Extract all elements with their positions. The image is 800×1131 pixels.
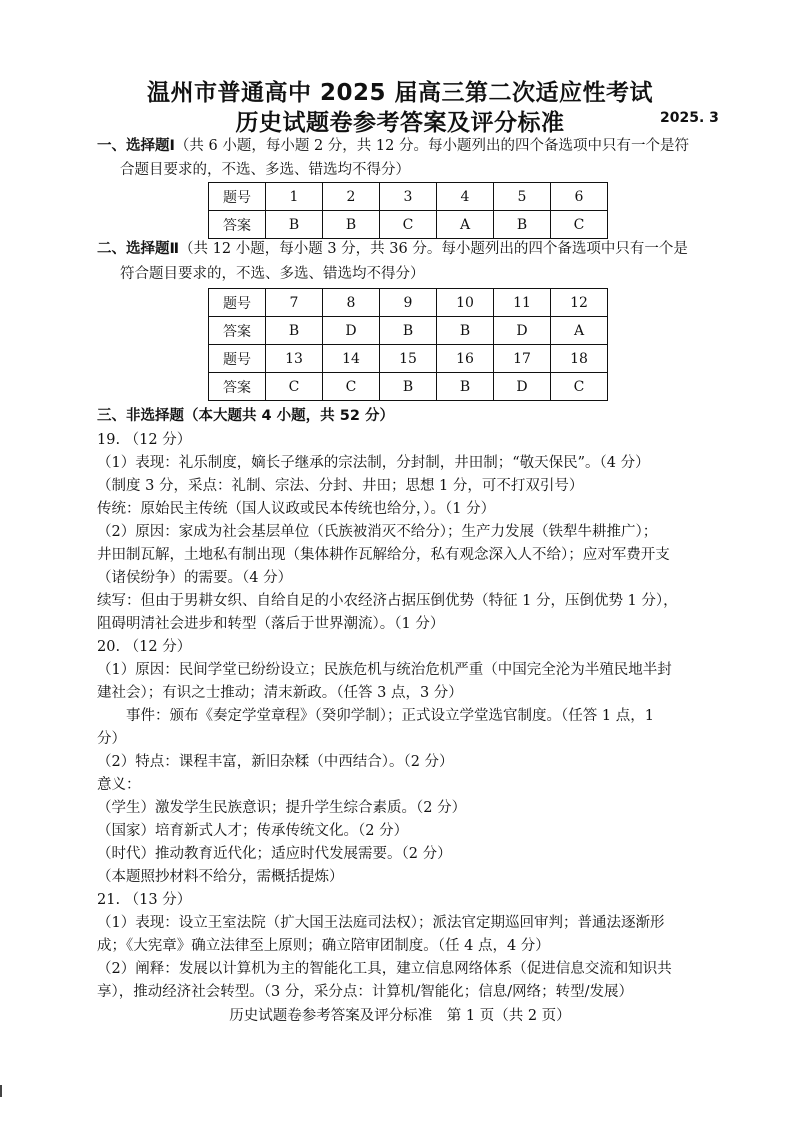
question-number: 13 (266, 345, 323, 373)
section2-heading: 二、选择题Ⅱ (97, 241, 180, 257)
answer-cell: D (494, 317, 551, 345)
body-line: 续写：但由于男耕女织、自给自足的小农经济占据压倒优势（特征 1 分，压倒优势 1 分）， (97, 593, 678, 609)
question-number: 14 (323, 345, 380, 373)
question-number: 4 (437, 183, 494, 211)
section3-line (97, 405, 394, 427)
body-line: 19. （12 分） (97, 432, 192, 448)
row-label: 答案 (209, 317, 266, 345)
body-line: （时代）推动教育近代化；适应时代发展需要。（2 分） (97, 846, 452, 862)
answer-cell: C (551, 211, 608, 239)
table-row (209, 317, 608, 345)
answer-cell: B (323, 211, 380, 239)
section1-desc2: 合题目要求的，不选、多选、错选均不得分） (120, 162, 410, 178)
body-line: 享），推动经济社会转型。（3 分，采分点：计算机/智能化；信息/网络；转型/发展） (97, 984, 633, 1000)
body-line: （学生）激发学生民族意识；提升学生综合素质。（2 分） (97, 800, 467, 816)
section1-heading: 一、选择题Ⅰ (97, 138, 175, 154)
question-number: 7 (266, 289, 323, 317)
answer-cell: D (494, 373, 551, 401)
body-line: 阻碍明清社会进步和转型（落后于世界潮流）。（1 分） (97, 616, 445, 632)
section3-desc: （本大题共 4 小题，共 52 分） (184, 408, 394, 424)
question-number: 1 (266, 183, 323, 211)
body-line: 事件：颁布《奏定学堂章程》（癸卯学制）；正式设立学堂选官制度。（任答 1 点，1 (97, 708, 654, 724)
body-line: （诸侯纷争）的需要。（4 分） (97, 570, 293, 586)
row-label: 答案 (209, 211, 266, 239)
body-line: （本题照抄材料不给分，需概括提炼） (97, 869, 344, 885)
row-label: 答案 (209, 373, 266, 401)
question-number: 10 (437, 289, 494, 317)
question-number: 3 (380, 183, 437, 211)
section1-desc1: （共 6 小题，每小题 2 分，共 12 分。每小题列出的四个备选项中只有一个是符 (174, 138, 689, 154)
answer-cell: B (266, 317, 323, 345)
section2-desc1: （共 12 小题，每小题 3 分，共 36 分。每小题列出的四个备选项中只有一个是 (179, 241, 688, 257)
question-number: 18 (551, 345, 608, 373)
body-line: （2）阐释：发展以计算机为主的智能化工具，建立信息网络体系（促进信息交流和知识共 (97, 961, 672, 977)
table-row (209, 211, 608, 239)
answer-cell: C (323, 373, 380, 401)
question-number: 12 (551, 289, 608, 317)
body-line: 20. （12 分） (97, 639, 192, 655)
question-number: 11 (494, 289, 551, 317)
body-line: （2）特点：课程丰富，新旧杂糅（中西结合）。（2 分） (97, 754, 454, 770)
body-line: （1）原因：民间学堂已纷纷设立；民族危机与统治危机严重（中国完全沦为半殖民地半封 (97, 662, 672, 678)
table-row (209, 345, 608, 373)
row-label: 题号 (209, 345, 266, 373)
answer-cell: A (437, 211, 494, 239)
question-number: 5 (494, 183, 551, 211)
row-label: 题号 (209, 289, 266, 317)
section3-heading: 三、非选择题 (97, 408, 184, 424)
answer-cell: C (551, 373, 608, 401)
body-line: （1）表现：礼乐制度，嫡长子继承的宗法制，分封制，井田制；“敬天保民”。（4 分） (97, 455, 650, 471)
body-line: （制度 3 分，采点：礼制、宗法、分封、井田；思想 1 分，可不打双引号） (97, 478, 584, 494)
answer-cell: B (380, 317, 437, 345)
answer-cell: C (266, 373, 323, 401)
question-number: 16 (437, 345, 494, 373)
answer-cell: B (266, 211, 323, 239)
question-number: 17 (494, 345, 551, 373)
section1-answer-table (208, 182, 608, 239)
body-line: 井田制瓦解，土地私有制出现（集体耕作瓦解给分，私有观念深入人不给）；应对军费开支 (97, 547, 670, 563)
doc-subtitle: 历史试题卷参考答案及评分标准 (235, 110, 565, 136)
section1-line1 (97, 135, 689, 157)
answer-cell: B (494, 211, 551, 239)
answer-cell: B (437, 317, 494, 345)
doc-title: 温州市普通高中 2025 届高三第二次适应性考试 (146, 80, 654, 106)
answer-cell: B (380, 373, 437, 401)
section2-line1 (97, 238, 688, 260)
answer-cell: B (437, 373, 494, 401)
body-line: 21. （13 分） (97, 892, 192, 908)
body-line: （国家）培育新式人才；传承传统文化。（2 分） (97, 823, 409, 839)
page-footer: 历史试题卷参考答案及评分标准 第 1 页（共 2 页） (229, 1008, 571, 1024)
table-row (209, 373, 608, 401)
question-number: 2 (323, 183, 380, 211)
table-row (209, 289, 608, 317)
row-label: 题号 (209, 183, 266, 211)
table-row (209, 183, 608, 211)
body-line: 成；《大宪章》确立法律至上原则；确立陪审团制度。（任 4 点，4 分） (97, 938, 550, 954)
answer-cell: A (551, 317, 608, 345)
body-line: 建社会）；有识之士推动；清末新政。（任答 3 点，3 分） (97, 685, 463, 701)
scan-edge-mark (0, 1085, 2, 1097)
section2-answer-table (208, 288, 608, 401)
doc-date: 2025. 3 (660, 110, 719, 126)
body-line: 意义： (97, 777, 141, 793)
question-number: 8 (323, 289, 380, 317)
answer-cell: C (380, 211, 437, 239)
question-number: 6 (551, 183, 608, 211)
body-line: （2）原因：家成为社会基层单位（氏族被消灭不给分）；生产力发展（铁犁牛耕推广）； (97, 524, 658, 540)
section2-desc2: 符合题目要求的，不选、多选、错选均不得分） (120, 266, 425, 282)
body-line: 分） (97, 731, 126, 747)
body-line: 传统：原始民主传统（国人议政或民本传统也给分，）。（1 分） (97, 501, 496, 517)
question-number: 9 (380, 289, 437, 317)
question-number: 15 (380, 345, 437, 373)
answer-cell: D (323, 317, 380, 345)
body-line: （1）表现：设立王室法院（扩大国王法庭司法权）；派法官定期巡回审判；普通法逐渐形 (97, 915, 665, 931)
